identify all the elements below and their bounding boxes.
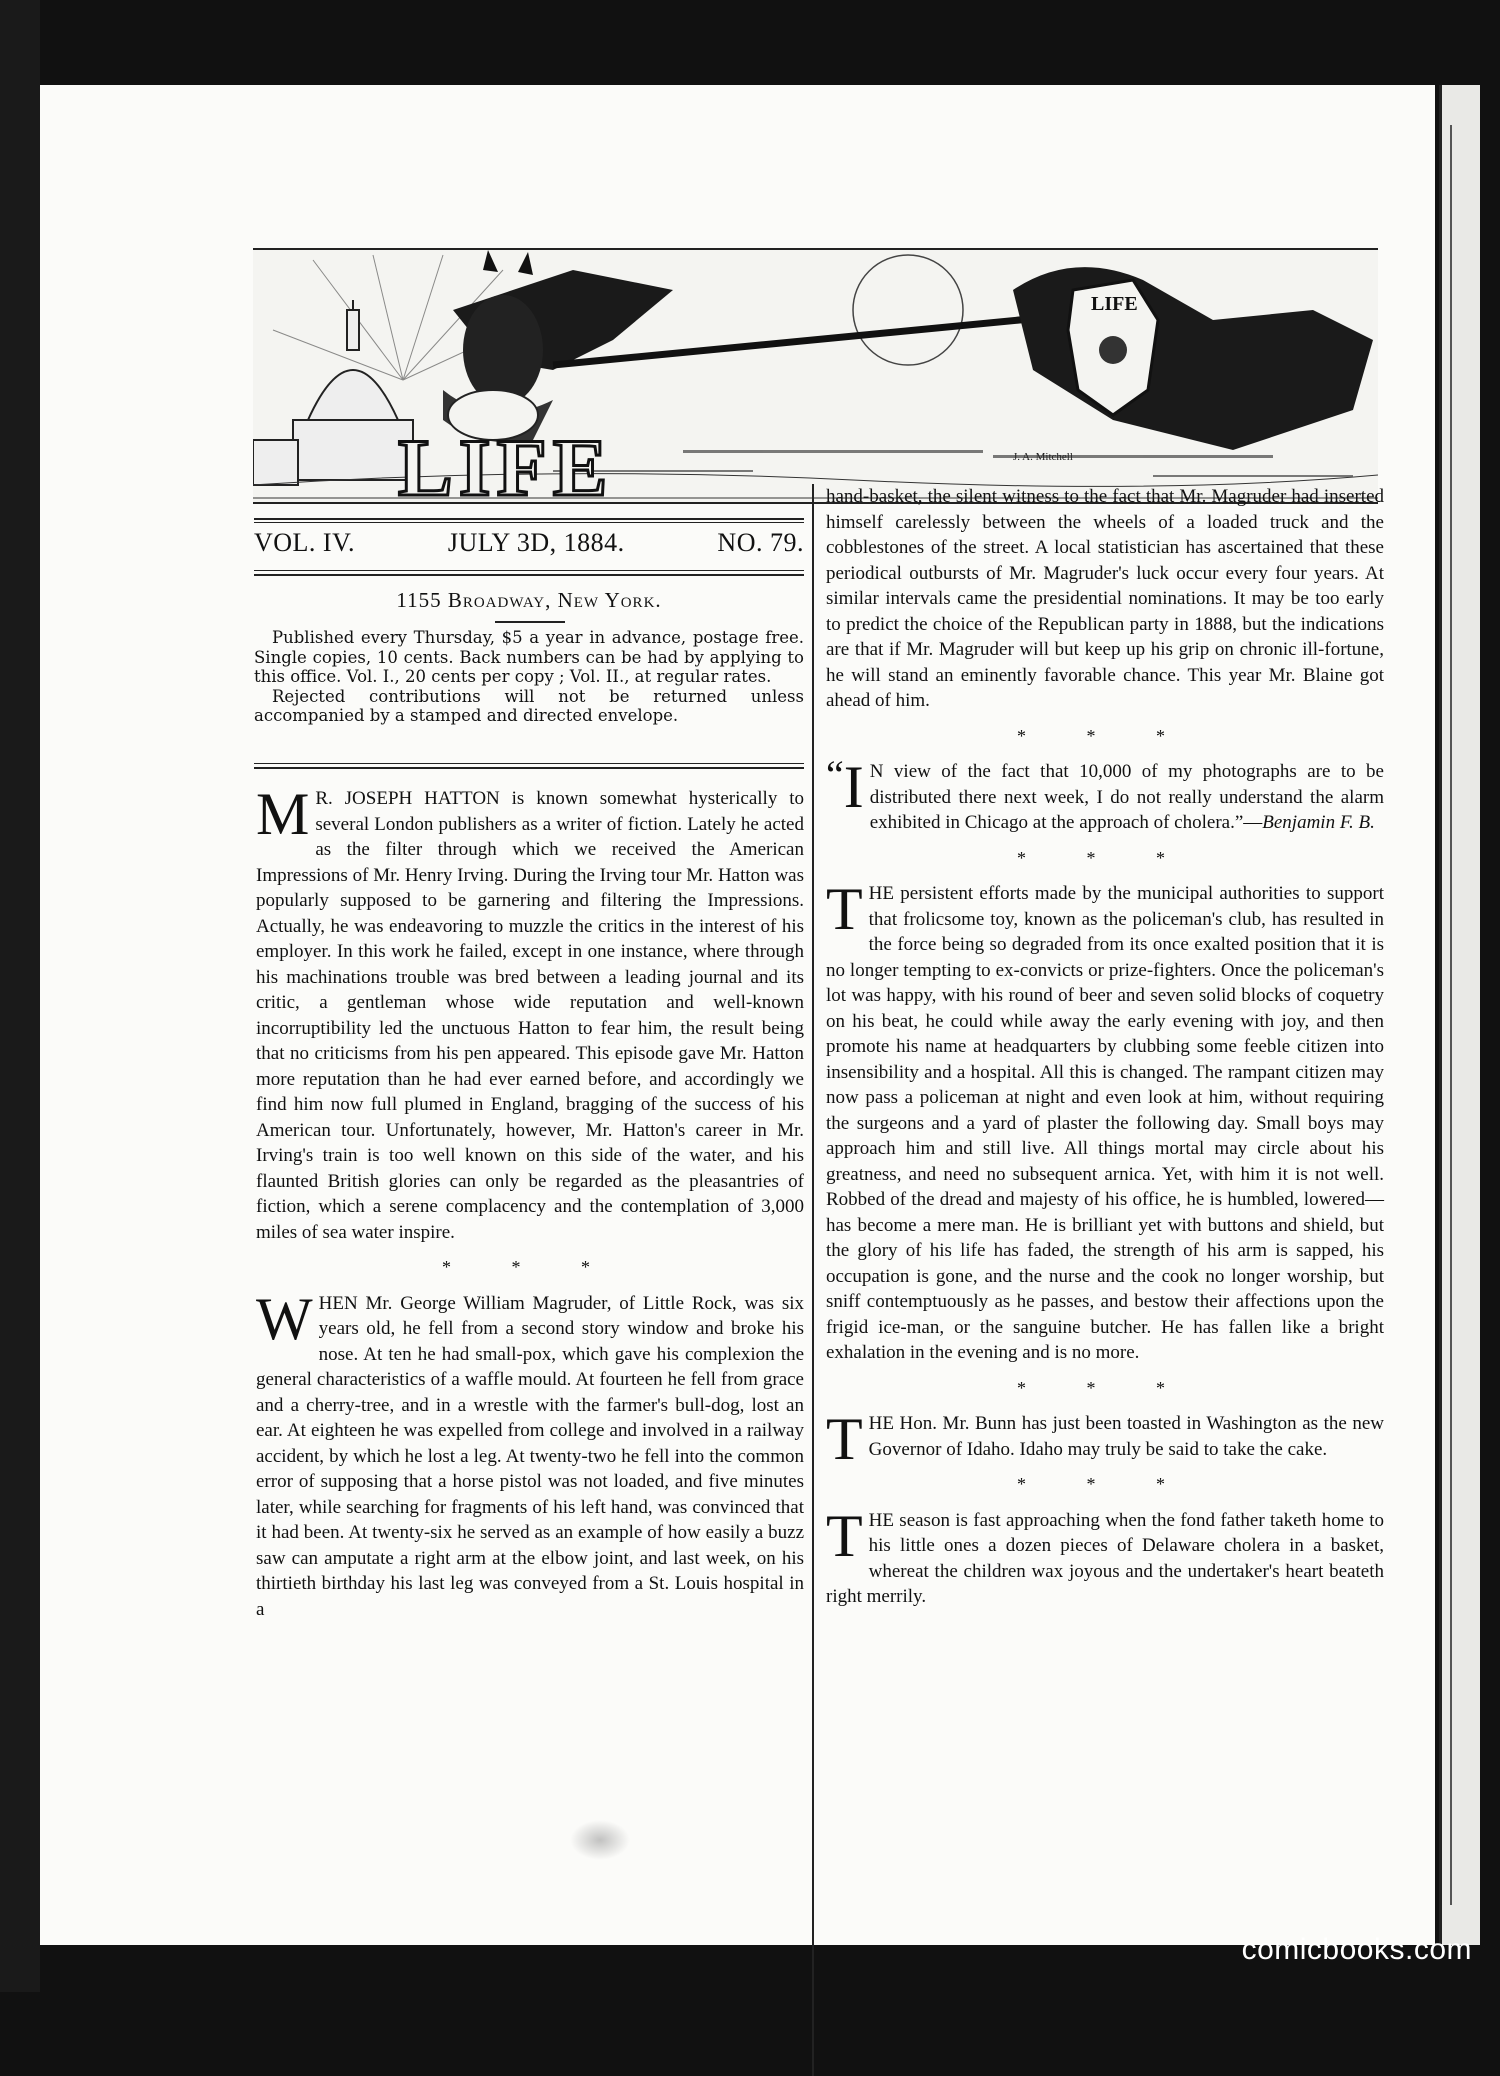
volume-label: VOL. IV. bbox=[254, 528, 356, 557]
masthead-title: LIFE bbox=[398, 422, 614, 502]
section-separator: * * * bbox=[1017, 1377, 1193, 1398]
publication-info bbox=[254, 628, 804, 726]
dropcap: T bbox=[826, 876, 863, 942]
column-divider bbox=[812, 484, 814, 2076]
section-separator: * * * bbox=[1017, 725, 1193, 746]
article-magruder: WHEN Mr. George William Magruder, of Little Rock, was six years old, he fell from a second story window and broke his nose. At ten he had small-pox, which gave his complexion the general characteristics of a waffle mould. At fourteen he fell from grace and a cherry-tree, and in a wrestle with the farmer's bull-dog, lost an ear. At eighteen he was expelled from college and involved in a railway accident, by which he lost a leg. At twenty-two he fell into the common error of supposing that a horse pistol was not loaded, and five minutes later, while searching for fragments of his left hand, was convinced that it had been. At twenty-six he served as an example of how easily a buzz saw can amputate a right arm at the elbow joint, and last week, on his thirtieth birthday his last leg was conveyed from a St. Louis hospital in a bbox=[256, 1285, 804, 1620]
address-rule bbox=[495, 621, 565, 623]
info-rule bbox=[254, 767, 804, 769]
article-photographs: “ I N view of the fact that 10,000 of my photographs are to be distributed there next week, I do not really understand the alarm exhibited in Chicago at the approach of cholera.”—Benjamin F. B. bbox=[826, 752, 1384, 833]
scan-border bbox=[0, 0, 40, 1992]
publisher-address: 1155 Broadway, New York. bbox=[396, 588, 662, 612]
dropcap: T bbox=[826, 1502, 863, 1569]
article-policeman: THE persistent efforts made by the municipal authorities to support that frolicsome toy, known as the policeman's club, has resulted in the force being so degraded from its once exalted position that it is no longer tempting to ex-convicts or prize-fighters. Once the policeman's lot was happy, with his round of beer and seven solid blocks of coquetry on his beat, he could while away the early evening with joy, and then promote his name at headquarters by clubbing some feeble citizen into insensibility and a hospital. All this is changed. The rampant citizen may now pass a policeman at night and even look at him, without requiring the surgeons and a yard of plaster the following day. Small boys may approach him and still live. All things mortal may circle about his greatness, and need no subsequent arnica. Yet, with him it is not well. Robbed of the dread and majesty of his office, he is humbled, lowered—has become a mere man. He is brilliant yet with buttons and shield, but the glory of his life has faded, the strength of his arm is sapped, his occupation is gone, and the nurse and the cook no longer worship, but sniff contemptuously as he passes, and bestow their affections upon the frigid ice-man, or the sanguine butcher. He has fallen like a bright exhalation in the evening and is no more. bbox=[826, 876, 1384, 1363]
dropcap: I bbox=[843, 754, 864, 820]
knight-figure-icon bbox=[1013, 267, 1373, 450]
article-cholera: THE season is fast approaching when the fond father taketh home to his little ones a dozen pieces of Delaware cholera in a basket, whereat the children wax joyous and the undertaker's heart beateth right merrily. bbox=[826, 1502, 1384, 1607]
contributions-notice: Rejected contributions will not be returned unless accompanied by a stamped and directed envelope. bbox=[254, 686, 804, 725]
sun-icon bbox=[853, 255, 963, 365]
masthead-illustration bbox=[253, 248, 1378, 504]
issue-date: JULY 3D, 1884. bbox=[447, 528, 625, 557]
article-hatton: M R. JOSEPH HATTON is known somewhat hysterically to several London publishers as a writer of fiction. Lately he acted as the filter through which we received the American Impressions of Mr. Henry Irving. During the Irving tour Mr. Hatton was popularly supposed to be garnering and filtering the Impressions. Actually, he was endeavoring to muzzle the critics in the interest of his employer. In this work he failed, except in one instance, where through his machinations trouble was bred between a leading journal and its critic, a gentleman whose wide reputation and well-known incorruptibility led the unctuous Hatton to fear him, the result being that no criticisms from his pen appeared. This episode gave Mr. Hatton more reputation than he had ever earned before, and accordingly we find him now full plumed in England, bragging of the success of his American tour. Unfortunately, however, Mr. Hatton's career in Mr. Irving's train is too well known on this side of the water, and his flaunted British glories can only be regarded as the pleasantries of fiction, which a serene complacency and the contemplation of 3,000 miles of sea water inspire. bbox=[256, 781, 804, 1243]
subscription-info: Published every Thursday, $5 a year in advance, postage free. Single copies, 10 cents. Back numbers can be had by applying to this office. Vol. I., 20 cents per copy ; Vol. II., at regular rates. bbox=[254, 628, 804, 686]
section-separator: * * * bbox=[1017, 1474, 1193, 1494]
artist-signature: J. A. Mitchell bbox=[1013, 451, 1073, 463]
header-rule-top-thin bbox=[254, 522, 804, 523]
shield-label: LIFE bbox=[1091, 293, 1138, 315]
header-rule-bottom bbox=[254, 574, 804, 576]
issue-number: NO. 79. bbox=[717, 528, 804, 557]
quote-attribution: Benjamin F. B. bbox=[1262, 812, 1375, 833]
facing-page-edge bbox=[1439, 85, 1480, 1945]
info-rule-thin bbox=[254, 763, 804, 764]
issue-line bbox=[254, 528, 804, 558]
dropcap: W bbox=[256, 1285, 313, 1352]
watermark: comicbooks.com bbox=[1241, 1933, 1472, 1966]
print-smudge bbox=[570, 1820, 630, 1860]
section-separator: * * * bbox=[442, 1257, 618, 1277]
header-rule-top bbox=[254, 518, 804, 520]
article-bunn: THE Hon. Mr. Bunn has just been toasted in Washington as the new Governor of Idaho. Idaho may truly be said to take the cake. bbox=[826, 1406, 1384, 1472]
dropcap: M bbox=[256, 781, 310, 847]
dropcap: T bbox=[826, 1406, 863, 1472]
right-column bbox=[826, 484, 1384, 1610]
header-rule-bottom-thin bbox=[254, 570, 804, 571]
masthead-artwork bbox=[253, 250, 1378, 502]
capitol-dome-icon bbox=[253, 300, 413, 485]
devil-figure-icon bbox=[443, 250, 673, 443]
left-column bbox=[256, 781, 804, 1622]
section-separator: * * * bbox=[1017, 847, 1193, 868]
article-magruder-continued: hand-basket, the silent witness to the fact that Mr. Magruder had inserted himself carelessly between the wheels of a loaded truck and the cobblestones of the street. A local statistician has ascertained that these periodical outbursts of Mr. Magruder's luck occur every four years. At similar intervals came the presidential nominations. It may be too early to predict the choice of the Republican party in 1888, but the indications are that if Mr. Magruder will but keep up his grip on chronic ill-fortune, he will stand an eminently favorable chance. This year Mr. Blaine got ahead of him. bbox=[826, 486, 1384, 711]
